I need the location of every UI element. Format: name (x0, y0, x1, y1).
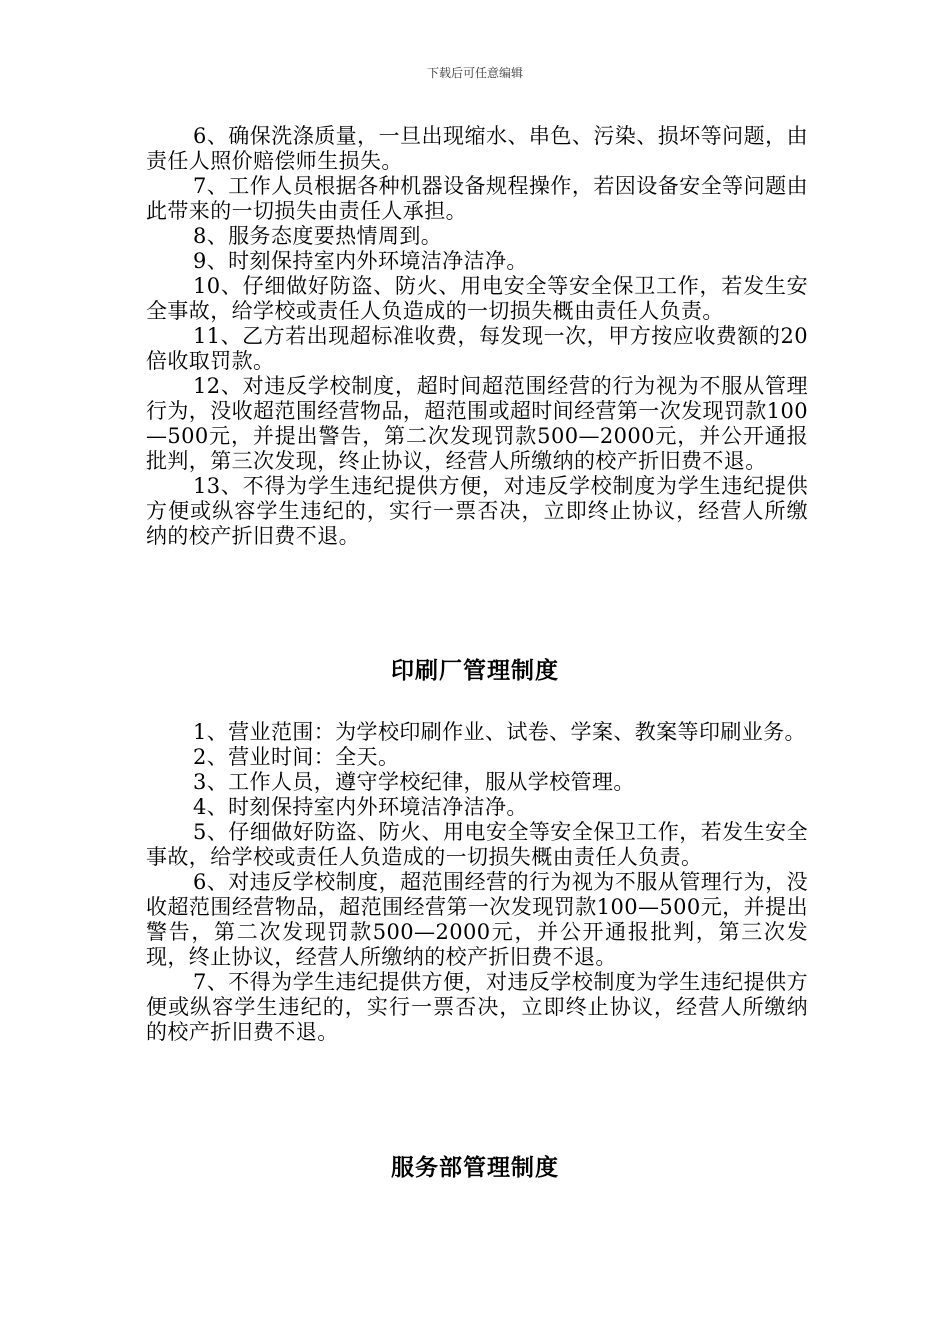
section-print-shop-rules (146, 720, 808, 1045)
rule-paragraph: 8、服务态度要热情周到。 (193, 224, 443, 248)
section-title-service-dept: 服务部管理制度 (391, 1155, 559, 1181)
section-title-print-shop: 印刷厂管理制度 (391, 658, 559, 684)
rule-paragraph: 3、工作人员，遵守学校纪律，服从学校管理。 (193, 770, 635, 794)
rule-paragraph: 7、工作人员根据各种机器设备规程操作，若因设备安全等问题由此带来的一切损失由责任人承担。 (146, 174, 808, 223)
rule-paragraph: 13、不得为学生违纪提供方便，对违反学校制度为学生违纪提供方便或纵容学生违纪的，实行一票否决，立即终止协议，经营人所缴纳的校产折旧费不退。 (146, 474, 808, 548)
rule-paragraph: 6、确保洗涤质量，一旦出现缩水、串色、污染、损坏等问题，由责任人照价赔偿师生损失。 (146, 124, 808, 173)
rule-paragraph: 11、乙方若出现超标准收费，每发现一次，甲方按应收费额的20倍收取罚款。 (146, 324, 808, 373)
rule-paragraph: 6、对违反学校制度，超范围经营的行为视为不服从管理行为，没收超范围经营物品，超范围经营第一次发现罚款100—500元，并提出警告，第二次发现罚款500—2000元，并公开通报批判，第三次发现，终止协议，经营人所缴纳的校产折旧费不退。 (146, 870, 808, 969)
page-header-note: 下载后可任意编辑 (426, 66, 523, 80)
rule-paragraph: 4、时刻保持室内外环境洁净洁净。 (193, 795, 528, 819)
rule-paragraph: 10、仔细做好防盗、防火、用电安全等安全保卫工作，若发生安全事故，给学校或责任人负造成的一切损失概由责任人负责。 (146, 274, 808, 323)
rule-paragraph: 9、时刻保持室内外环境洁净洁净。 (193, 249, 528, 273)
rule-paragraph: 7、不得为学生违纪提供方便，对违反学校制度为学生违纪提供方便或纵容学生违纪的，实行一票否决，立即终止协议，经营人所缴纳的校产折旧费不退。 (146, 970, 808, 1044)
rule-paragraph: 12、对违反学校制度，超时间超范围经营的行为视为不服从管理行为，没收超范围经营物品，超范围或超时间经营第一次发现罚款100—500元，并提出警告，第二次发现罚款500—2000元，并公开通报批判，第三次发现，终止协议，经营人所缴纳的校产折旧费不退。 (146, 374, 808, 473)
rule-paragraph: 5、仔细做好防盗、防火、用电安全等安全保卫工作，若发生安全事故，给学校或责任人负造成的一切损失概由责任人负责。 (146, 820, 808, 869)
rule-paragraph: 2、营业时间：全天。 (193, 745, 400, 769)
section-laundry-rules (146, 124, 808, 549)
rule-paragraph: 1、营业范围：为学校印刷作业、试卷、学案、教案等印刷业务。 (193, 720, 806, 744)
